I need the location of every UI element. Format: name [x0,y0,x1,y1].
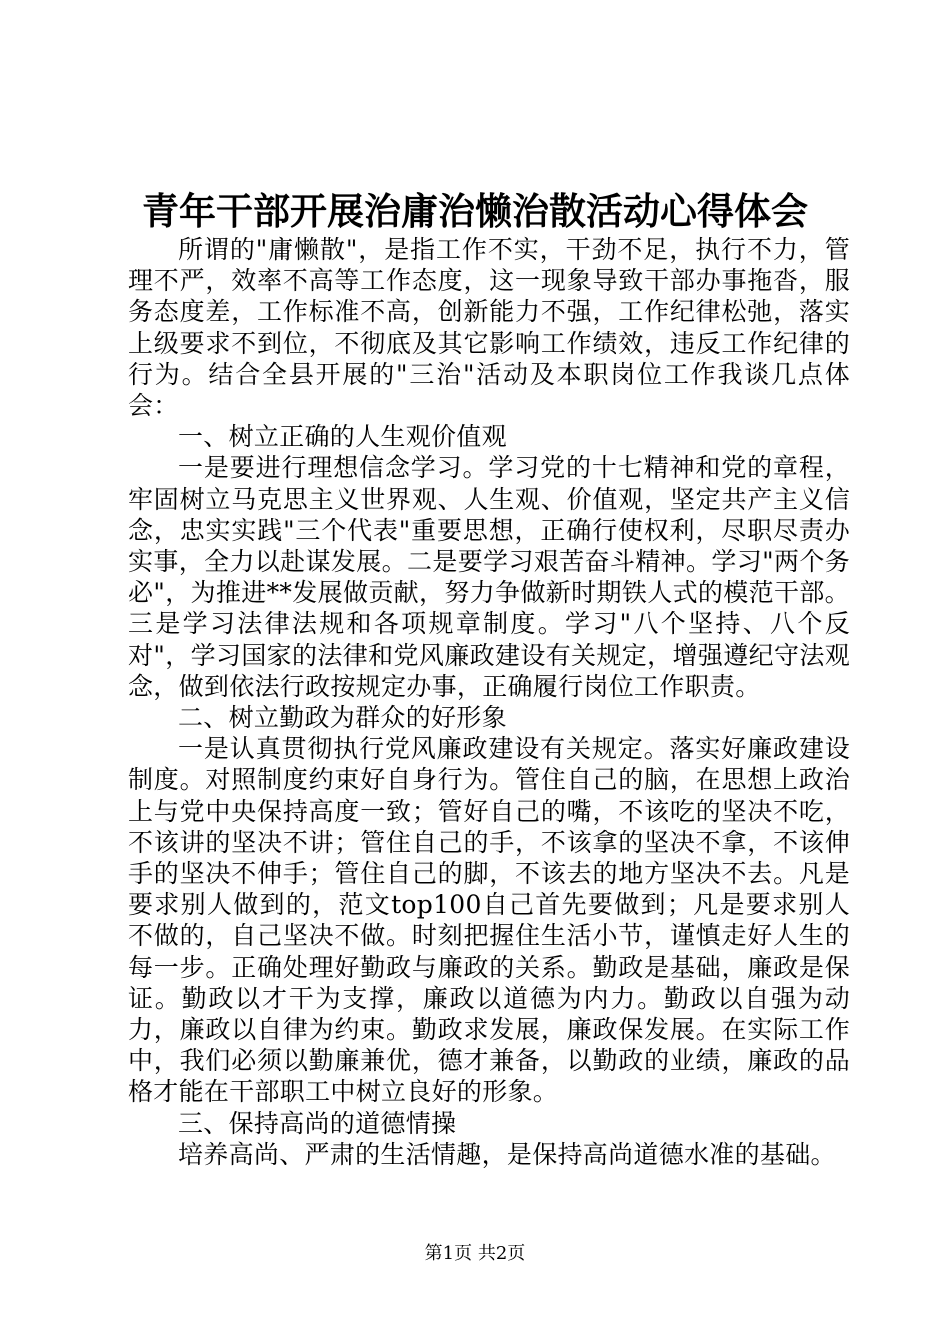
section-heading-3: 三、保持高尚的道德情操 [178,1108,457,1138]
paragraph-section-2: 一是认真贯彻执行党风廉政建设有关规定。落实好廉政建设制度。对照制度约束好自身行为。管住自己的脑，在思想上政治上与党中央保持高度一致；管好自己的嘴，不该吃的坚决不吃，不该讲的坚决不讲；管住自己的手，不该拿的坚决不拿，不该伸手的坚决不伸手；管住自己的脚，不该去的地方坚决不去。凡是要求别人做到的，范文top100自己首先要做到；凡是要求别人不做的，自己坚决不做。时刻把握住生活小节，谨慎走好人生的每一步。正确处理好勤政与廉政的关系。勤政是基础，廉政是保证。勤政以才干为支撑，廉政以道德为内力。勤政以自强为动力，廉政以自律为约束。勤政求发展，廉政保发展。在实际工作中，我们必须以勤廉兼优，德才兼备，以勤政的业绩，廉政的品格才能在干部职工中树立良好的形象。 [128,734,850,1107]
page-number-footer: 第1页 共2页 [424,1243,526,1264]
paragraph-intro: 所谓的"庸懒散"，是指工作不实，干劲不足，执行不力，管理不严，效率不高等工作态度，这一现象导致干部办事拖沓，服务态度差，工作标准不高，创新能力不强，工作纪律松弛，落实上级要求不到位，不彻底及其它影响工作绩效，违反工作纪律的行为。结合全县开展的"三治"活动及本职岗位工作我谈几点体会： [128,235,850,421]
document-title: 青年干部开展治庸治懒治散活动心得体会 [142,189,808,233]
paragraph-section-3: 培养高尚、严肃的生活情趣，是保持高尚道德水准的基础。 [178,1139,836,1169]
section-heading-1: 一、树立正确的人生观价值观 [178,422,507,452]
section-heading-2: 二、树立勤政为群众的好形象 [178,703,507,733]
document-body [128,234,850,1170]
paragraph-section-1: 一是要进行理想信念学习。学习党的十七精神和党的章程，牢固树立马克思主义世界观、人生观、价值观，坚定共产主义信念，忠实实践"三个代表"重要思想，正确行使权利，尽职尽责办实事，全力以赴谋发展。二是要学习艰苦奋斗精神。学习"两个务必"，为推进**发展做贡献，努力争做新时期铁人式的模范干部。三是学习法律法规和各项规章制度。学习"八个坚持、八个反对"，学习国家的法律和党风廉政建设有关规定，增强遵纪守法观念，做到依法行政按规定办事，正确履行岗位工作职责。 [128,453,850,701]
